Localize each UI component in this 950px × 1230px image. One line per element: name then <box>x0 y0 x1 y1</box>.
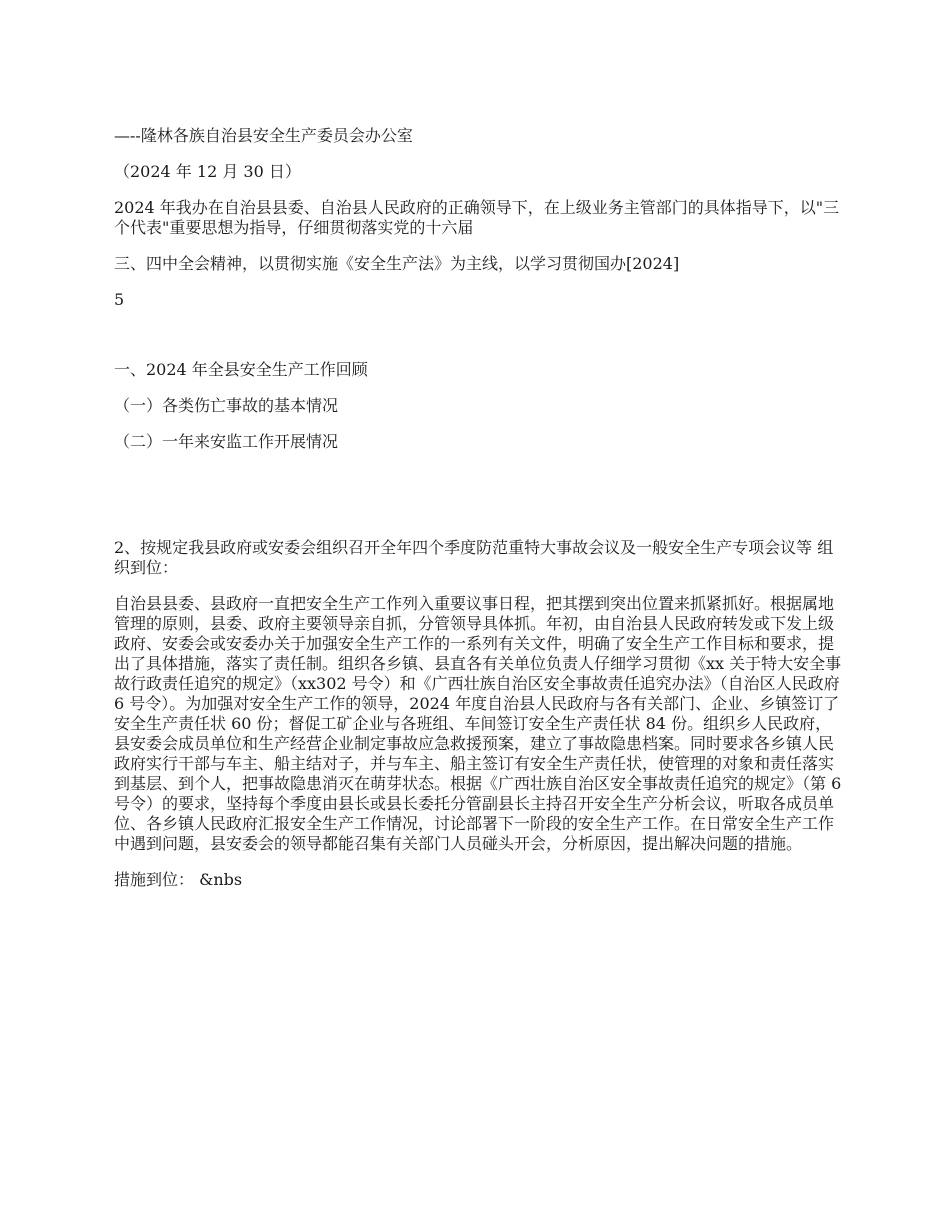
subsection-heading-two: （二）一年来安监工作开展情况 <box>114 432 339 451</box>
intro-paragraph: 2024 年我办在自治县县委、自治县人民政府的正确领导下，在上级业务主管部门的具体指导下，以"三个代表"重要思想为指导，仔细贯彻落实党的十六届 <box>114 198 840 237</box>
item-two-heading: 2、按规定我县政府或安委会组织召开全年四个季度防范重特大事故会议及一般安全生产专项会议等 组织到位： <box>114 538 834 577</box>
document-page <box>114 126 844 890</box>
section-heading-one: 一、2024 年全县安全生产工作回顾 <box>114 360 368 379</box>
subsection-heading-one: （一）各类伤亡事故的基本情况 <box>114 396 339 415</box>
measures-line: 措施到位： &nbs <box>114 870 243 889</box>
continuation-line: 三、四中全会精神，以贯彻实施《安全生产法》为主线，以学习贯彻国办[2024] <box>114 254 680 273</box>
author-line: —--隆林各族自治县安全生产委员会办公室 <box>114 126 413 145</box>
date-line: （2024 年 12 月 30 日） <box>114 162 301 181</box>
body-paragraph: 自治县县委、县政府一直把安全生产工作列入重要议事日程，把其摆到突出位置来抓紧抓好。根据属地管理的原则，县委、政府主要领导亲自抓，分管领导具体抓。年初，由自治县人民政府转发或下发上级政府、安委会或安委办关于加强安全生产工作的一系列有关文件，明确了安全生产工作目标和要求，提出了具体措施，落实了责任制。组织各乡镇、县直各有关单位负责人仔细学习贯彻《xx 关于特大安全事故行政责任追究的规定》（xx302 号令）和《广西壮族自治区安全事故责任追究办法》（自治区人民政府 6 号令）。为加强对安全生产工作的领导，2024 年度自治县人民政府与各有关部门、企业、乡镇签订了安全生产责任状 60 份；督促工矿企业与各班组、车间签订安全生产责任状 84 份。组织乡人民政府，县安委会成员单位和生产经营企业制定事故应急救援预案，建立了事故隐患档案。同时要求各乡镇人民政府实行干部与车主、船主结对子，并与车主、船主签订有安全生产责任状，使管理的对象和责任落实到基层、到个人，把事故隐患消灭在萌芽状态。根据《广西壮族自治区安全事故责任追究的规定》（第 6 号令）的要求，坚持每个季度由县长或县长委托分管副县长主持召开安全生产分析会议，听取各成员单位、各乡镇人民政府汇报安全生产工作情况，讨论部署下一阶段的安全生产工作。在日常安全生产工作中遇到问题，县安委会的领导都能召集有关部门人员碰头开会，分析原因，提出解决问题的措施。 <box>114 594 842 853</box>
number-line: 5 <box>114 290 125 309</box>
